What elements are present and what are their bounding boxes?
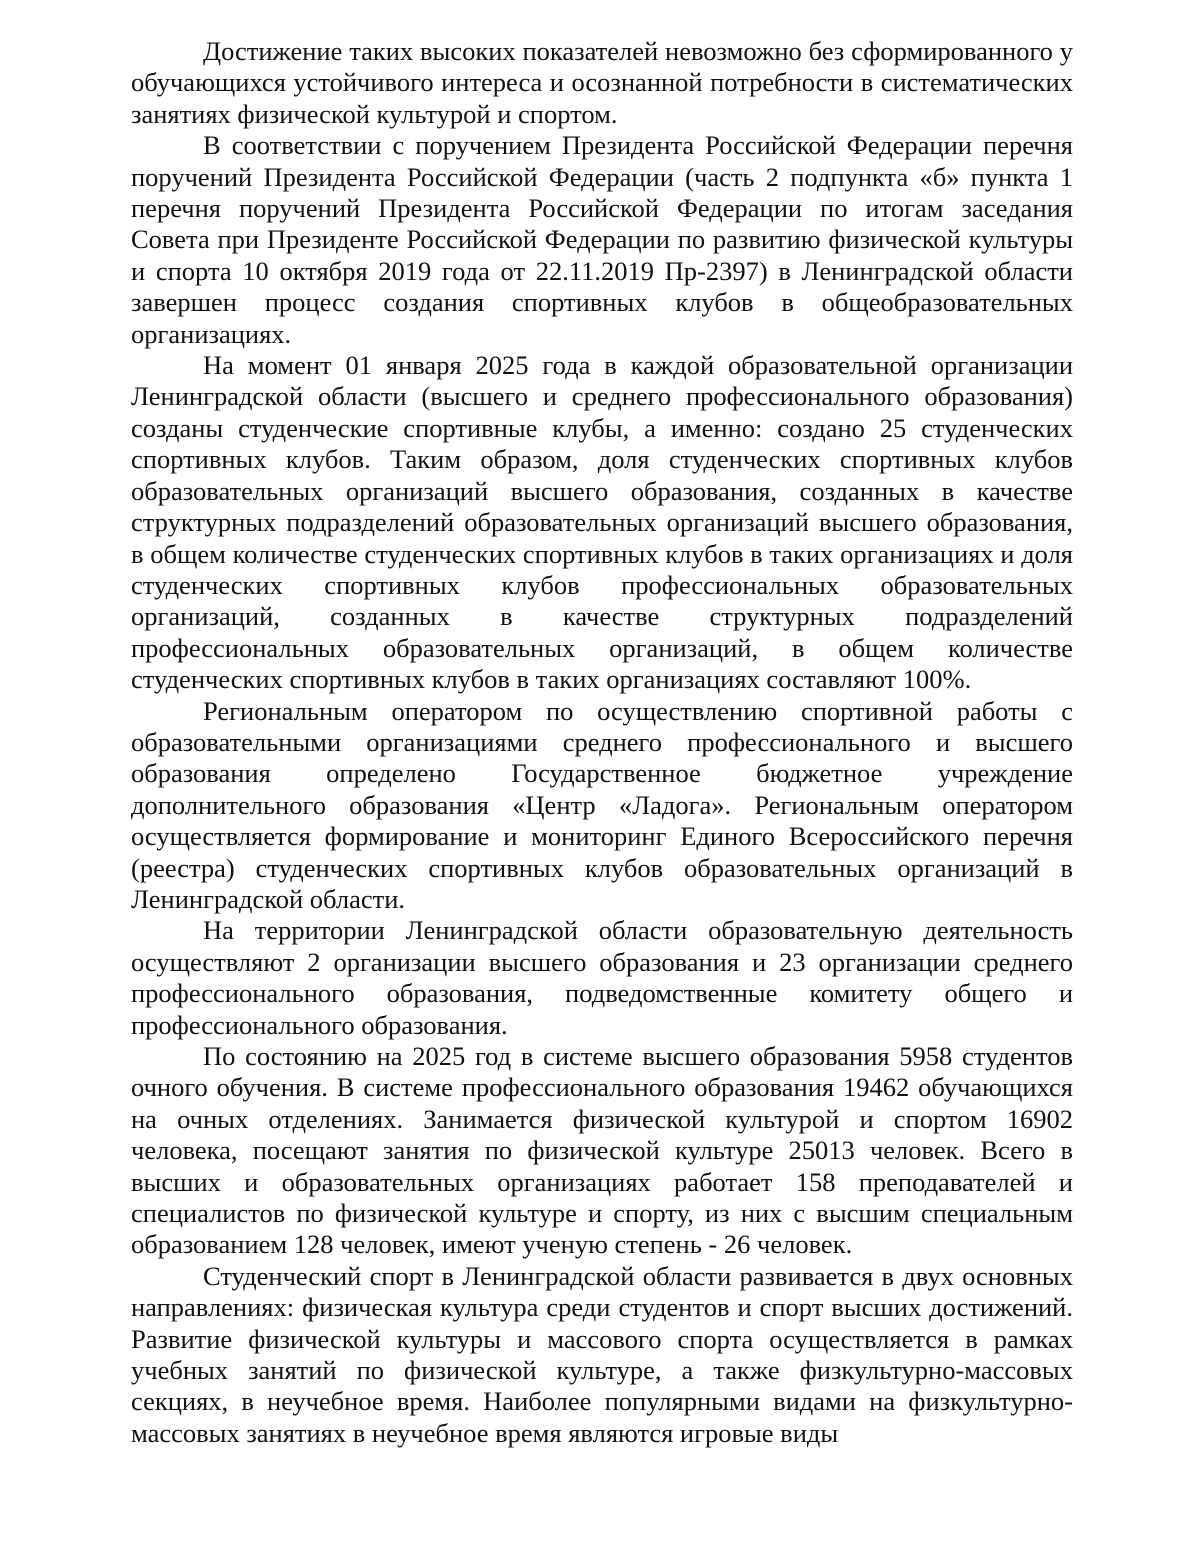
paragraph-7: Студенческий спорт в Ленинградской области развивается в двух основных направлениях: физическая культура среди студентов и спорт высших достижений. Развитие физической культуры и массового спорта осуществляется в рамках учебных занятий по физической культуре, а также физкультурно-массовых секциях, в неучебное время. Наиболее популярными видами на физкультурно-массовых занятиях в неучебное время являются игровые виды — [131, 1260, 1073, 1448]
document-body — [131, 36, 1073, 1449]
paragraph-6: По состоянию на 2025 год в системе высшего образования 5958 студентов очного обучения. В системе профессионального образования 19462 обучающихся на очных отделениях. Занимается физической культурой и спортом 16902 человека, посещают занятия по физической культуре 25013 человек. Всего в высших и образовательных организациях работает 158 преподавателей и специалистов по физической культуре и спорту, из них с высшим специальным образованием 128 человек, имеют ученую степень - 26 человек. — [131, 1041, 1073, 1260]
paragraph-5: На территории Ленинградской области образовательную деятельность осуществляют 2 организации высшего образования и 23 организации среднего профессионального образования, подведомственные комитету общего и профессионального образования. — [131, 915, 1073, 1040]
paragraph-4: Региональным оператором по осуществлению спортивной работы с образовательными организациями среднего профессионального и высшего образования определено Государственное бюджетное учреждение дополнительного образования «Центр «Ладога». Региональным оператором осуществляется формирование и мониторинг Единого Всероссийского перечня (реестра) студенческих спортивных клубов образовательных организаций в Ленинградской области. — [131, 695, 1073, 914]
paragraph-1: Достижение таких высоких показателей невозможно без сформированного у обучающихся устойчивого интереса и осознанной потребности в систематических занятиях физической культурой и спортом. — [131, 36, 1073, 129]
paragraph-2: В соответствии с поручением Президента Российской Федерации перечня поручений Президента Российской Федерации (часть 2 подпункта «б» пункта 1 перечня поручений Президента Российской Федерации по итогам заседания Совета при Президенте Российской Федерации по развитию физической культуры и спорта 10 октября 2019 года от 22.11.2019 Пр-2397) в Ленинградской области завершен процесс создания спортивных клубов в общеобразовательных организациях. — [131, 130, 1073, 349]
paragraph-3: На момент 01 января 2025 года в каждой образовательной организации Ленинградской области (высшего и среднего профессионального образования) созданы студенческие спортивные клубы, а именно: создано 25 студенческих спортивных клубов. Таким образом, доля студенческих спортивных клубов образовательных организаций высшего образования, созданных в качестве структурных подразделений образовательных организаций высшего образования, в общем количестве студенческих спортивных клубов в таких организациях и доля студенческих спортивных клубов профессиональных образовательных организаций, созданных в качестве структурных подразделений профессиональных образовательных организаций, в общем количестве студенческих спортивных клубов в таких организациях составляют 100%. — [131, 350, 1073, 695]
